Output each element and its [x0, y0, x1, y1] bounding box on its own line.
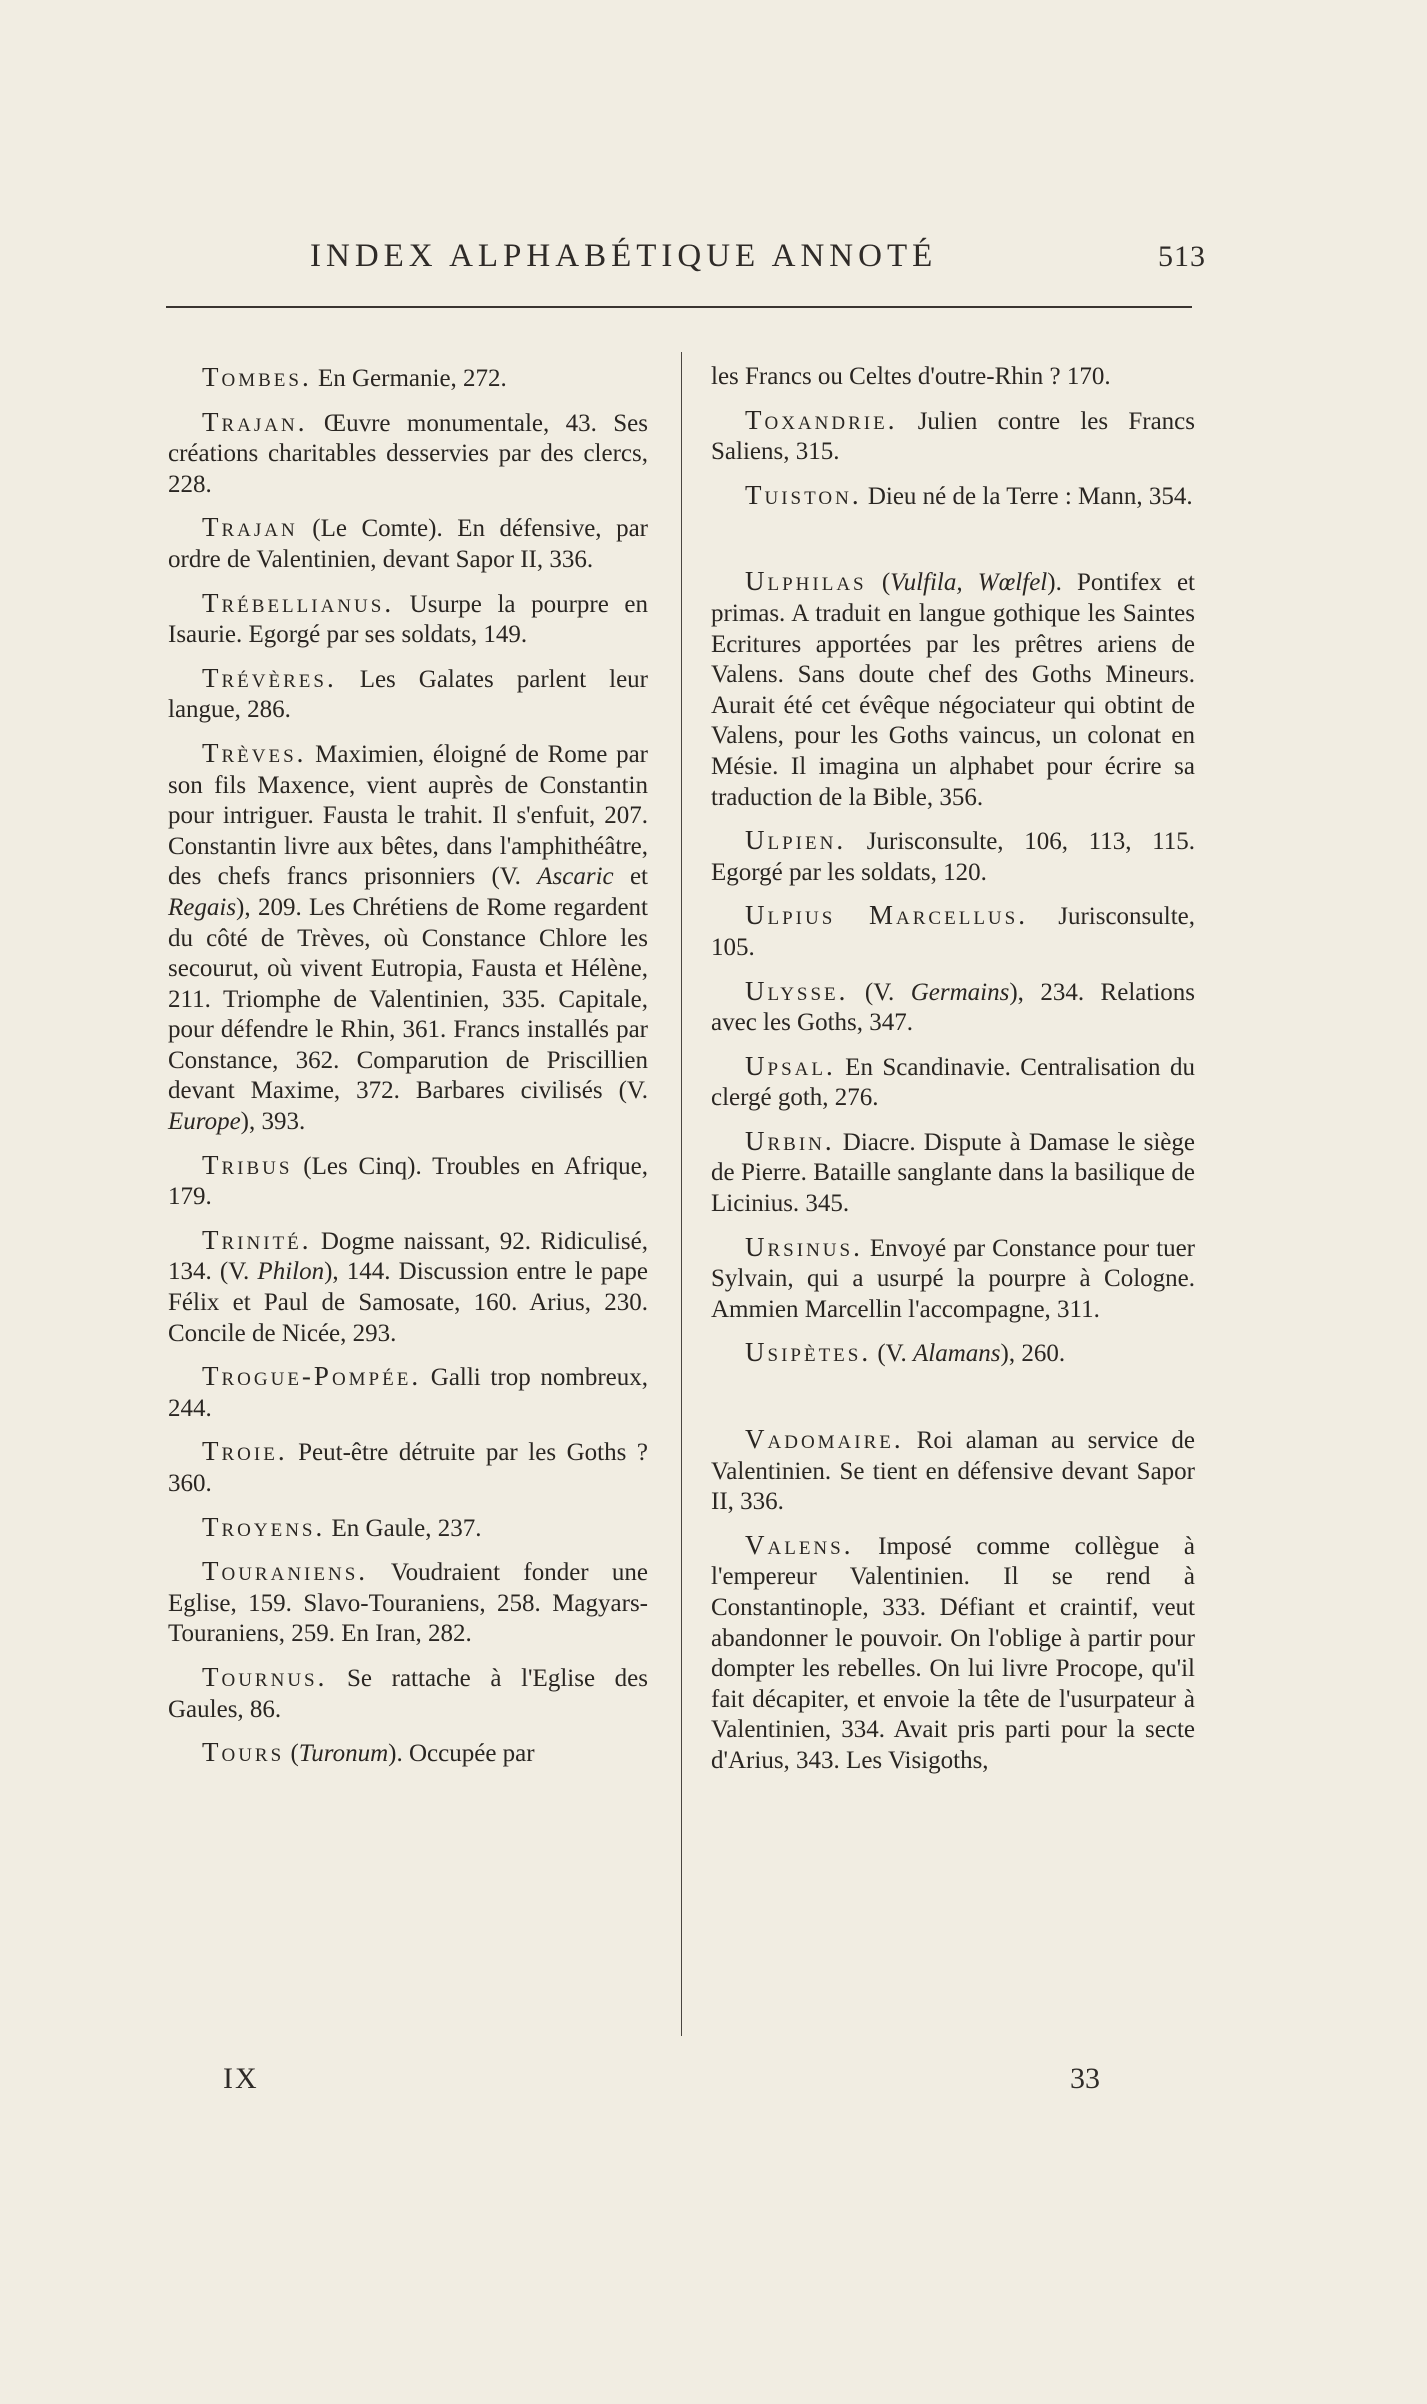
entry-headword: Vadomaire. — [745, 1424, 904, 1455]
entry-headword: Toxandrie. — [745, 404, 898, 435]
index-entry-usipetes — [711, 1337, 1195, 1370]
index-entry-ursinus — [711, 1232, 1195, 1326]
index-entry-tours — [168, 1737, 648, 1770]
gathering-number: 33 — [1070, 2062, 1100, 2095]
index-entry-ulphilas — [711, 566, 1195, 813]
entry-headword: Tournus. — [202, 1661, 328, 1692]
index-entry-urbin — [711, 1126, 1195, 1220]
cross-reference: Alamans — [913, 1340, 1001, 1368]
entry-text: Maximien, éloigné de Rome par son fils Maxence, vient auprès de Constantin pour intriguer. Fausta le trahit. Il s'enfuit, 207. Constantin livre aux bêtes, dans l'amphithéâtre, des chefs francs prisonniers (V. — [168, 740, 648, 891]
entry-text: et — [613, 863, 648, 891]
entry-headword: Ulphilas — [745, 566, 867, 597]
header-rule — [166, 306, 1192, 308]
entry-headword: Valens. — [745, 1529, 854, 1560]
entry-headword: Ursinus. — [745, 1231, 863, 1262]
entry-text: Peut-être détruite par les Goths ? 360. — [168, 1439, 648, 1497]
entry-text: (V. — [871, 1340, 914, 1368]
index-entry-toxandrie — [711, 405, 1195, 468]
entry-text: Dieu né de la Terre : Mann, 354. — [861, 482, 1193, 510]
entry-text: Voudraient fonder une Eglise, 159. Slavo-Touraniens, 258. Magyars-Touraniens, 259. En Iran, 282. — [168, 1559, 648, 1648]
entry-headword: Ulpius Marcellus. — [745, 900, 1028, 931]
running-title: INDEX ALPHABÉTIQUE ANNOTÉ — [310, 238, 938, 274]
entry-headword: Tours — [202, 1737, 285, 1768]
entry-text: Usurpe la pourpre en Isaurie. Egorgé par ses soldats, 149. — [168, 590, 648, 649]
cross-reference: Regais — [168, 893, 237, 921]
entry-headword: Troie. — [202, 1436, 288, 1467]
entry-text: ), 234. Relations avec les Goths, 347. — [711, 978, 1195, 1037]
entry-headword: Ulpien. — [745, 825, 847, 856]
entry-text: En Gaule, 237. — [325, 1514, 482, 1542]
entry-text: Les Galates parlent leur langue, 286. — [168, 665, 648, 724]
entry-text: Se rattache à l'Eglise des Gaules, 86. — [168, 1664, 648, 1723]
entry-headword: Ulysse. — [745, 975, 849, 1006]
entry-text: ). Occupée par — [388, 1740, 535, 1768]
entry-headword: Trévères. — [202, 662, 337, 693]
left-column — [168, 362, 648, 1782]
cross-reference: Germains — [910, 978, 1010, 1006]
entry-text: Jurisconsulte, 105. — [711, 903, 1196, 961]
column-divider — [681, 352, 682, 2036]
entry-text: En Scandinavie. Centralisation du clergé goth, 276. — [711, 1053, 1195, 1112]
index-entry-continuation: les Francs ou Celtes d'outre-Rhin ? 170. — [711, 363, 1111, 390]
entry-text: En Germanie, 272. — [311, 365, 507, 392]
index-entry-ulpien — [711, 825, 1195, 888]
index-entry-upsal — [711, 1051, 1195, 1114]
entry-headword: Usipètes. — [745, 1337, 872, 1368]
entry-text: ). Pontifex et primas. A traduit en langue gothique les Saintes Ecritures apportées par les prêtres ariens de Valens. Sans doute chef des Goths Mineurs. Aurait été cet évêque négociateur qui obtint de Valens, pour les Goths vaincus, un colonat en Mésie. Il imagina un alphabet pour écrire sa traduction de la Bible, 356. — [711, 569, 1195, 811]
entry-text: ( — [284, 1740, 299, 1768]
cross-reference: Europe — [168, 1108, 241, 1136]
entry-text: ( — [866, 569, 891, 597]
entry-headword: Trèves. — [202, 737, 307, 768]
cross-reference: Turonum — [298, 1740, 389, 1768]
entry-text: Œuvre monumentale, 43. Ses créations charitables desservies par des clercs, 228. — [168, 409, 648, 498]
entry-text: ), 393. — [240, 1108, 306, 1136]
index-entry-trajan — [168, 407, 648, 501]
entry-text: Jurisconsulte, 106, 113, 115. Egorgé par les soldats, 120. — [711, 828, 1195, 886]
right-column — [711, 362, 1195, 1789]
index-entry-troyens — [168, 1512, 648, 1545]
entry-text: (Le Comte). En défensive, par ordre de Valentinien, devant Sapor II, 336. — [168, 515, 648, 573]
cross-reference: Ascaric — [537, 863, 614, 891]
entry-text: Dogme naissant, 92. Ridiculisé, 134. (V. — [168, 1227, 648, 1286]
index-entry-ulpius-marcellus — [711, 900, 1195, 963]
entry-headword: Trébellianus. — [202, 587, 395, 618]
entry-text: (Les Cinq). Troubles en Afrique, 179. — [168, 1152, 648, 1211]
entry-headword: Trajan. — [202, 406, 308, 437]
signature-mark: IX — [223, 2062, 259, 2095]
entry-text: Diacre. Dispute à Damase le siège de Pierre. Bataille sanglante dans la basilique de Licinius. 345. — [711, 1128, 1195, 1218]
index-entry-treveres — [168, 663, 648, 726]
entry-headword: Tuiston. — [745, 479, 862, 510]
index-entry-touraniens — [168, 1556, 648, 1650]
page-number: 513 — [1158, 240, 1206, 273]
index-entry-troie — [168, 1436, 648, 1499]
entry-headword: Tribus — [202, 1149, 293, 1180]
index-entry-treves — [168, 738, 648, 1138]
cross-reference: Vulfila, Wœlfel — [890, 569, 1048, 597]
entry-text: Roi alaman au service de Valentinien. Se tient en défensive devant Sapor II, 336. — [711, 1427, 1195, 1516]
index-entry-trebellianus — [168, 588, 648, 651]
index-entry-valens — [711, 1530, 1195, 1777]
entry-text: ), 144. Discussion entre le pape Félix et Paul de Samosate, 160. Arius, 230. Concile de Nicée, 293. — [168, 1258, 648, 1347]
entry-headword: Upsal. — [745, 1050, 836, 1081]
index-entry-ulysse — [711, 976, 1195, 1039]
index-entry-tuiston — [711, 480, 1195, 513]
entry-text: ), 260. — [1000, 1340, 1066, 1368]
index-entry-trajan-comte — [168, 512, 648, 575]
entry-headword: Trogue-Pompée. — [202, 1361, 422, 1392]
entry-text: Galli trop nombreux, 244. — [168, 1364, 648, 1422]
entry-headword: Urbin. — [745, 1125, 835, 1156]
entry-text: (V. — [848, 978, 911, 1006]
index-entry-tombes — [168, 362, 648, 395]
index-entry-trogue-pompee — [168, 1361, 648, 1424]
entry-headword: Touraniens. — [202, 1556, 369, 1587]
entry-headword: Tombes. — [202, 362, 312, 392]
entry-text: Imposé comme collègue à l'empereur Valentinien. Il se rend à Constantinople, 333. Défiant et craintif, veut abandonner le pouvoir. On l'oblige à partir pour dompter les rebelles. On lui livre Procope, qu'il fait décapiter, et envoie la tête de l'usurpateur à Valentinien, 334. Avait pris parti pour la secte d'Arius, 343. Les Visigoths, — [711, 1532, 1195, 1774]
entry-text: Envoyé par Constance pour tuer Sylvain, qui a usurpé la pourpre à Cologne. Ammien Marcellin l'accompagne, 311. — [711, 1234, 1195, 1323]
entry-text: ), 209. Les Chrétiens de Rome regardent du côté de Trèves, où Constance Chlore les secourut, où vivent Eutropia, Fausta et Hélène, 211. Triomphe de Valentinien, 335. Capitale, pour défendre le Rhin, 361. Francs installés par Constance, 362. Comparution de Priscillien devant Maxime, 372. Barbares civilisés (V. — [168, 893, 648, 1105]
index-entry-tournus — [168, 1662, 648, 1725]
entry-headword: Trinité. — [202, 1224, 312, 1255]
entry-text: Julien contre les Francs Saliens, 315. — [711, 407, 1195, 466]
cross-reference: Philon — [257, 1258, 325, 1286]
index-entry-tribus — [168, 1150, 648, 1213]
entry-headword: Trajan — [202, 512, 298, 543]
entry-headword: Troyens. — [202, 1511, 326, 1542]
index-entry-vadomaire — [711, 1424, 1195, 1518]
index-entry-trinite — [168, 1225, 648, 1349]
running-head — [0, 238, 1427, 288]
